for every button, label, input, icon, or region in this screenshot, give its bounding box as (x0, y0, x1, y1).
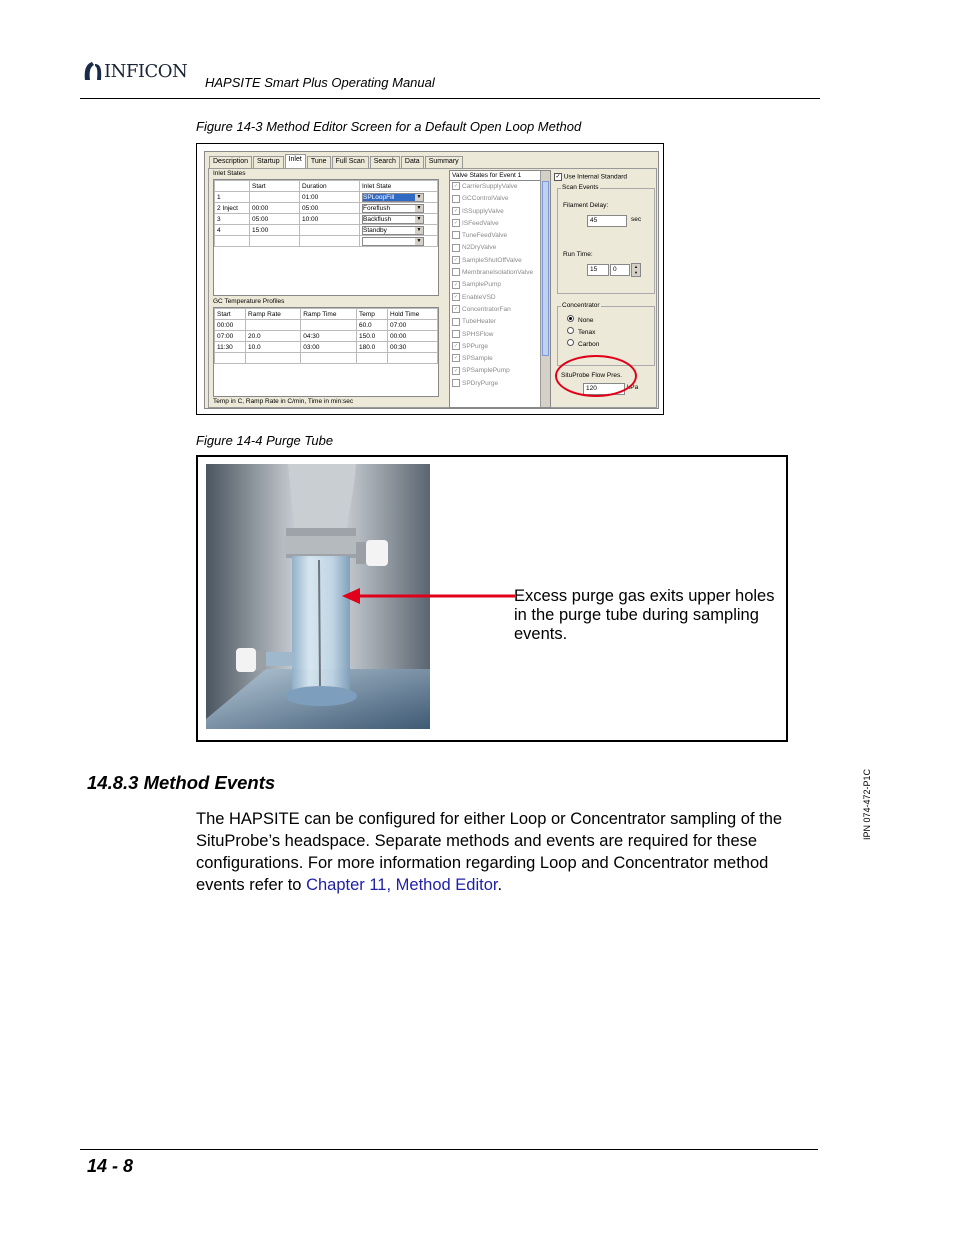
valve-item-label: SPSample (462, 355, 493, 363)
flow-pres-field[interactable]: 120 (583, 383, 625, 395)
checkbox-checked-icon[interactable]: ✓ (453, 293, 459, 300)
checkbox-checked-icon[interactable]: ✓ (453, 355, 459, 362)
table-cell[interactable]: 00:30 (388, 342, 438, 353)
chevron-down-icon[interactable]: ▼ (416, 193, 422, 200)
table-cell[interactable] (246, 353, 301, 364)
table-cell[interactable]: 01:00 (300, 192, 360, 203)
valve-item[interactable] (450, 242, 550, 254)
checkbox-empty-icon[interactable] (452, 330, 460, 338)
filament-delay-field[interactable]: 45 (587, 215, 627, 227)
flow-pres-unit: kPa (627, 384, 639, 391)
use-internal-standard[interactable] (554, 173, 627, 181)
valve-item[interactable] (450, 365, 550, 377)
radio-label: Carbon (578, 341, 600, 348)
table-cell[interactable]: 150.0 (356, 331, 387, 342)
checkbox-checked-icon[interactable]: ✓ (555, 174, 561, 180)
table-cell[interactable] (215, 353, 246, 364)
valve-item-label: EnableVSD (462, 293, 496, 301)
column-header: Hold Time (388, 309, 438, 320)
table-cell[interactable]: 20.0 (246, 331, 301, 342)
valve-item-label: TubeHeater (462, 318, 497, 326)
table-cell[interactable] (246, 320, 301, 331)
inlet-state-select[interactable] (362, 237, 424, 246)
inlet-state-value: Foreflush (363, 204, 391, 212)
chevron-down-icon[interactable]: ▼ (416, 226, 422, 233)
table-cell[interactable]: 04:30 (301, 331, 357, 342)
radio-empty-icon[interactable] (567, 327, 574, 334)
table-cell[interactable] (360, 203, 438, 214)
table-row[interactable] (215, 353, 438, 364)
page-number: 14 - 8 (87, 1156, 134, 1176)
table-cell[interactable] (360, 214, 438, 225)
checkbox-checked-icon[interactable]: ✓ (453, 207, 459, 214)
table-cell[interactable]: 05:00 (250, 214, 300, 225)
section-heading: 14.8.3 Method Events (87, 772, 276, 793)
checkbox-empty-icon[interactable] (452, 244, 460, 252)
inficon-logo (80, 60, 200, 86)
pointer-arrow-icon (340, 584, 515, 608)
column-header: Duration (300, 181, 360, 192)
table-cell[interactable]: 00:00 (388, 331, 438, 342)
inlet-state-select[interactable] (362, 204, 424, 213)
footer-rule (80, 1149, 818, 1150)
valve-item-label: SPPurge (462, 342, 489, 350)
table-row[interactable] (215, 342, 438, 353)
checkbox-checked-icon[interactable]: ✓ (453, 343, 459, 350)
valve-item-label: N2DryValve (462, 244, 497, 252)
valve-item-label: GCControlValve (462, 195, 509, 203)
radio-none[interactable] (567, 315, 599, 327)
radio-selected-icon[interactable] (567, 315, 574, 322)
run-time-label: Run Time: (563, 251, 593, 258)
valve-item[interactable] (450, 304, 550, 316)
checkbox-checked-icon[interactable]: ✓ (453, 183, 459, 190)
filament-delay-unit: sec (631, 216, 642, 223)
tab-data[interactable]: Data (401, 156, 424, 168)
table-cell[interactable] (388, 353, 438, 364)
table-row[interactable] (215, 320, 438, 331)
table-cell: 4 (215, 225, 250, 236)
filament-delay-label: Filament Delay: (563, 202, 609, 209)
valve-item[interactable] (450, 181, 550, 193)
checkbox-checked-icon[interactable]: ✓ (453, 220, 459, 227)
concentrator-options (567, 315, 599, 351)
tab-search[interactable]: Search (370, 156, 400, 168)
valve-item[interactable] (450, 193, 550, 205)
table-cell[interactable] (250, 192, 300, 203)
inlet-state-select[interactable] (362, 193, 424, 202)
table-cell[interactable]: 60.0 (356, 320, 387, 331)
table-cell[interactable]: 00:00 (215, 320, 246, 331)
table-header-row (215, 309, 438, 320)
valve-item-label: SPSamplePump (462, 367, 510, 375)
table-cell[interactable]: 10.0 (246, 342, 301, 353)
inficon-logo-mark-icon (82, 60, 104, 84)
chevron-down-icon[interactable]: ▼ (416, 237, 422, 244)
table-cell[interactable] (300, 225, 360, 236)
table-cell[interactable]: 03:00 (301, 342, 357, 353)
body-paragraph (196, 808, 816, 896)
ipn-code: IPN 074-472-P1C (862, 768, 872, 840)
valve-item[interactable] (450, 267, 550, 279)
inlet-state-value: Backflush (363, 215, 392, 223)
valve-item[interactable] (450, 206, 550, 218)
tab-summary[interactable]: Summary (425, 156, 463, 168)
valve-item-label: SPDryPurge (462, 379, 499, 387)
table-row[interactable] (215, 203, 438, 214)
valve-item[interactable] (450, 279, 550, 291)
flow-pres-label: SituProbe Flow Pres. (561, 372, 623, 379)
chevron-down-icon[interactable]: ▼ (416, 215, 422, 222)
table-header-row (215, 181, 438, 192)
table-row[interactable] (215, 236, 438, 247)
editor-tabs (209, 156, 464, 168)
chevron-up-icon[interactable]: ▲ (634, 264, 638, 269)
chapter-11-link[interactable]: Chapter 11, Method Editor (306, 876, 498, 894)
checkbox-checked-icon[interactable]: ✓ (453, 367, 459, 374)
column-header: Temp (356, 309, 387, 320)
run-time-min-field[interactable]: 15 (587, 264, 609, 276)
paragraph-end: . (497, 876, 503, 894)
radio-label: None (578, 317, 594, 324)
table-cell[interactable]: 00:00 (250, 203, 300, 214)
table-cell: 3 (215, 214, 250, 225)
valve-item-label: CarrierSupplyValve (462, 183, 518, 190)
table-cell[interactable]: 10:00 (300, 214, 360, 225)
inlet-state-select[interactable] (362, 215, 424, 224)
table-cell[interactable]: 180.0 (356, 342, 387, 353)
gc-profiles-label: GC Temperature Profiles (213, 298, 285, 305)
column-header: Inlet State (360, 181, 438, 192)
inlet-states-label: Inlet States (213, 170, 246, 177)
checkbox-empty-icon[interactable] (452, 318, 460, 326)
table-cell[interactable]: 15:00 (250, 225, 300, 236)
valve-item-label: MembraneIsolationValve (462, 269, 534, 277)
tab-startup[interactable]: Startup (253, 156, 284, 168)
table-row[interactable] (215, 331, 438, 342)
header-rule (80, 98, 820, 99)
valve-items (450, 181, 550, 390)
valve-scrollbar[interactable] (540, 171, 550, 407)
table-row[interactable] (215, 214, 438, 225)
checkbox-empty-icon[interactable] (452, 231, 460, 239)
valve-item[interactable] (450, 230, 550, 242)
table-cell[interactable] (300, 236, 360, 247)
table-row[interactable] (215, 225, 438, 236)
table-cell[interactable]: 07:00 (215, 331, 246, 342)
concentrator-title: Concentrator (562, 302, 600, 309)
checkbox-empty-icon[interactable] (452, 379, 460, 387)
inlet-state-select[interactable] (362, 226, 424, 235)
units-note: Temp in C, Ramp Rate in C/min, Time in min:sec (213, 398, 354, 405)
table-cell[interactable] (360, 192, 438, 203)
tab-full-scan[interactable]: Full Scan (332, 156, 369, 168)
table-cell[interactable] (301, 353, 357, 364)
checkbox-empty-icon[interactable] (452, 195, 460, 203)
valve-item[interactable] (450, 218, 550, 230)
run-time-spinner[interactable] (631, 263, 641, 277)
valve-item[interactable] (450, 378, 550, 390)
radio-carbon[interactable] (567, 339, 599, 351)
tab-tune[interactable]: Tune (307, 156, 331, 168)
valve-item[interactable] (450, 353, 550, 365)
radio-empty-icon[interactable] (567, 339, 574, 346)
valve-item[interactable] (450, 255, 550, 267)
valve-states-header: Valve States for Event 1 (450, 171, 550, 181)
valve-item[interactable] (450, 316, 550, 328)
radio-tenax[interactable] (567, 327, 599, 339)
valve-item[interactable] (450, 341, 550, 353)
checkbox-empty-icon[interactable] (452, 268, 460, 276)
inlet-states-grid (213, 179, 439, 296)
valve-item-label: SPHSFlow (462, 330, 494, 338)
column-header: Start (250, 181, 300, 192)
valve-item[interactable] (450, 329, 550, 341)
valve-item-label: SamplePump (462, 281, 502, 289)
table-cell[interactable] (250, 236, 300, 247)
tab-inlet[interactable]: Inlet (285, 154, 306, 169)
scan-events-title: Scan Events (562, 184, 599, 191)
run-time-sec-field[interactable]: 0 (610, 264, 630, 276)
column-header: Start (215, 309, 246, 320)
valve-item-label: SampleShutOffValve (462, 256, 522, 264)
table-cell (215, 236, 250, 247)
document-title: HAPSITE Smart Plus Operating Manual (205, 75, 435, 90)
column-header: Ramp Rate (246, 309, 301, 320)
chevron-down-icon[interactable]: ▼ (416, 204, 422, 211)
table-cell[interactable]: 05:00 (300, 203, 360, 214)
table-cell[interactable] (356, 353, 387, 364)
table-cell[interactable] (360, 225, 438, 236)
highlight-circle (555, 355, 637, 397)
figure-14-4-caption: Figure 14-4 Purge Tube (196, 433, 334, 448)
chevron-down-icon[interactable]: ▼ (634, 270, 638, 275)
valve-item-label: ISFeedValve (462, 219, 499, 227)
checkbox-checked-icon[interactable]: ✓ (453, 257, 459, 264)
paragraph-text: The HAPSITE can be configured for either Loop or Concentrator sampling of the SituProbe’s headspace. Separate methods and events are required for these configurations. For more information regarding Loop and Concentrator method events refer to (196, 810, 783, 894)
column-header (215, 181, 250, 192)
table-cell: 2 Inject (215, 203, 250, 214)
checkbox-checked-icon[interactable]: ✓ (453, 306, 459, 313)
table-cell[interactable] (301, 320, 357, 331)
valve-item-label: ConcentratorFan (462, 305, 511, 313)
tab-description[interactable]: Description (209, 156, 252, 168)
inlet-state-value: Standby (363, 226, 387, 234)
figure-14-3-caption: Figure 14-3 Method Editor Screen for a Default Open Loop Method (196, 119, 582, 134)
table-cell: 1 (215, 192, 250, 203)
radio-label: Tenax (578, 329, 596, 336)
column-header: Ramp Time (301, 309, 357, 320)
valve-item-label: TuneFeedValve (462, 232, 508, 240)
purge-tube-note: Excess purge gas exits upper holes in the purge tube during sampling events. (514, 587, 775, 643)
use-internal-standard-label: Use Internal Standard (563, 173, 628, 181)
inlet-state-value: SPLoopFill (363, 193, 395, 201)
table-cell[interactable] (360, 236, 438, 247)
logo-wordmark: INFICON (104, 61, 188, 82)
valve-item[interactable] (450, 292, 550, 304)
scroll-thumb[interactable] (542, 181, 549, 356)
valve-states-list[interactable] (449, 170, 551, 408)
table-cell[interactable]: 11:30 (215, 342, 246, 353)
table-row[interactable] (215, 192, 438, 203)
checkbox-checked-icon[interactable]: ✓ (453, 281, 459, 288)
valve-item-label: ISSupplyValve (462, 207, 504, 215)
table-cell[interactable]: 07:00 (388, 320, 438, 331)
side-code (862, 770, 902, 855)
gc-profiles-grid (213, 307, 439, 397)
